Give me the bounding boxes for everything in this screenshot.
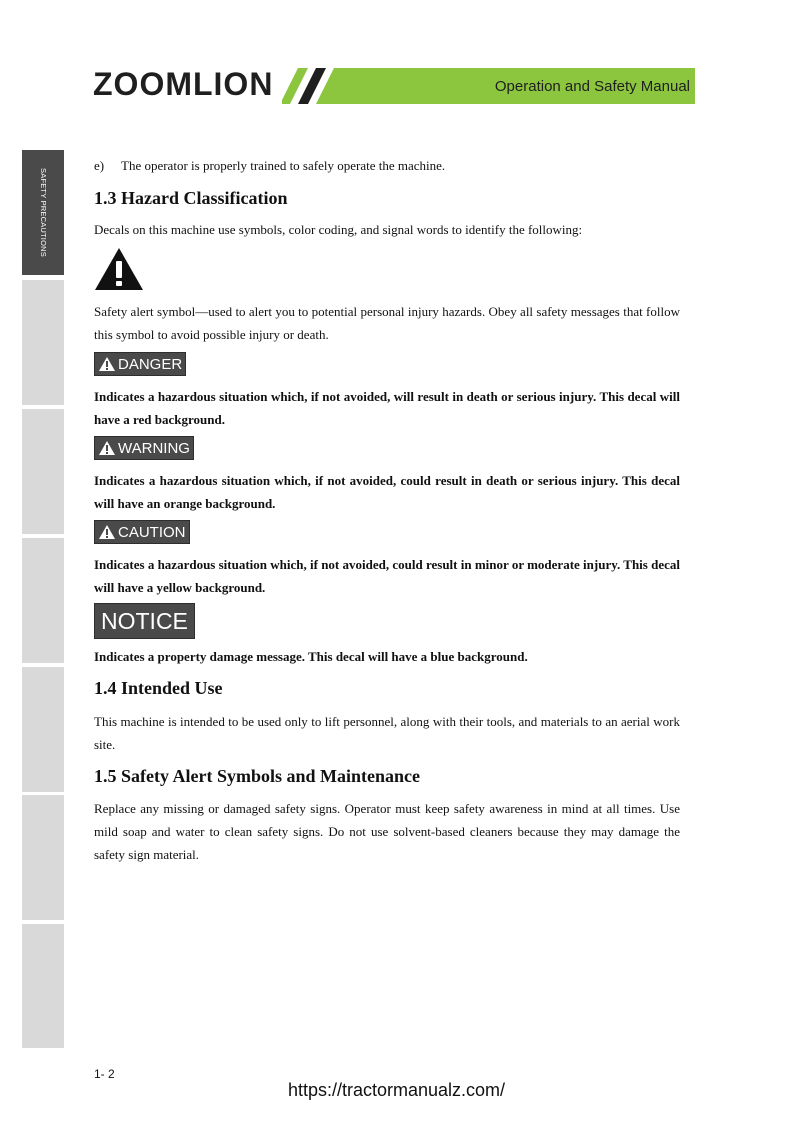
tab-label: SAFETY PRECAUTIONS: [38, 168, 48, 257]
list-marker: e): [94, 158, 105, 173]
tab-section-7[interactable]: [22, 924, 64, 1048]
decal-label: DANGER: [118, 355, 183, 373]
tab-section-5[interactable]: [22, 667, 64, 792]
alert-symbol-description: Safety alert symbol—used to alert you to potential personal injury hazards. Obey all safety messages that follow this symbol to avoid possible injury or death.: [94, 304, 680, 342]
safety-alert-symbol: [94, 247, 680, 295]
warning-decal: [94, 436, 680, 461]
danger-description: Indicates a hazardous situation which, if not avoided, will result in death or serious injury. This decal will have a red background.: [94, 389, 680, 427]
tab-section-3[interactable]: [22, 409, 64, 534]
brand-logo: ZOOMLION: [93, 66, 274, 102]
hazard-intro: Decals on this machine use symbols, color coding, and signal words to identify the following:: [94, 222, 583, 237]
warning-description: Indicates a hazardous situation which, if not avoided, could result in death or serious injury. This decal will have an orange background.: [94, 473, 680, 511]
notice-description: Indicates a property damage message. This decal will have a blue background.: [94, 649, 528, 664]
list-text: The operator is properly trained to safely operate the machine.: [121, 158, 446, 173]
list-item-e: [94, 154, 680, 177]
intended-use-text: This machine is intended to be used only to lift personnel, along with their tools, and materials to an aerial work site.: [94, 714, 680, 752]
tab-safety-precautions[interactable]: [22, 150, 64, 275]
heading-intended-use: 1.4 Intended Use: [94, 678, 223, 698]
tab-section-2[interactable]: [22, 280, 64, 405]
decal-label: NOTICE: [94, 603, 195, 639]
warning-triangle-icon: [94, 247, 144, 291]
footer-url[interactable]: https://tractormanualz.com/: [287, 1080, 506, 1100]
warning-triangle-icon: [98, 356, 116, 372]
maintenance-text: Replace any missing or damaged safety signs. Operator must keep safety awareness in mind at all times. Use mild soap and water to clean safety signs. Do not use solvent-based cleaners because they may damage the safety sign material.: [94, 801, 680, 862]
heading-hazard-classification: 1.3 Hazard Classification: [94, 188, 288, 208]
manual-title: Operation and Safety Manual: [494, 78, 690, 95]
warning-triangle-icon: [98, 524, 116, 540]
warning-triangle-icon: [98, 440, 116, 456]
decal-label: WARNING: [118, 439, 190, 457]
tab-section-6[interactable]: [22, 795, 64, 920]
notice-decal: [94, 603, 680, 639]
heading-safety-alert-maintenance: 1.5 Safety Alert Symbols and Maintenance: [94, 766, 420, 786]
danger-decal: [94, 352, 680, 377]
page-number: 1- 2: [94, 1067, 115, 1081]
decal-label: CAUTION: [118, 523, 186, 541]
page-content: [94, 154, 680, 866]
tab-section-4[interactable]: [22, 538, 64, 663]
caution-description: Indicates a hazardous situation which, if not avoided, could result in minor or moderate injury. This decal will have a yellow background.: [94, 557, 680, 595]
caution-decal: [94, 520, 680, 545]
